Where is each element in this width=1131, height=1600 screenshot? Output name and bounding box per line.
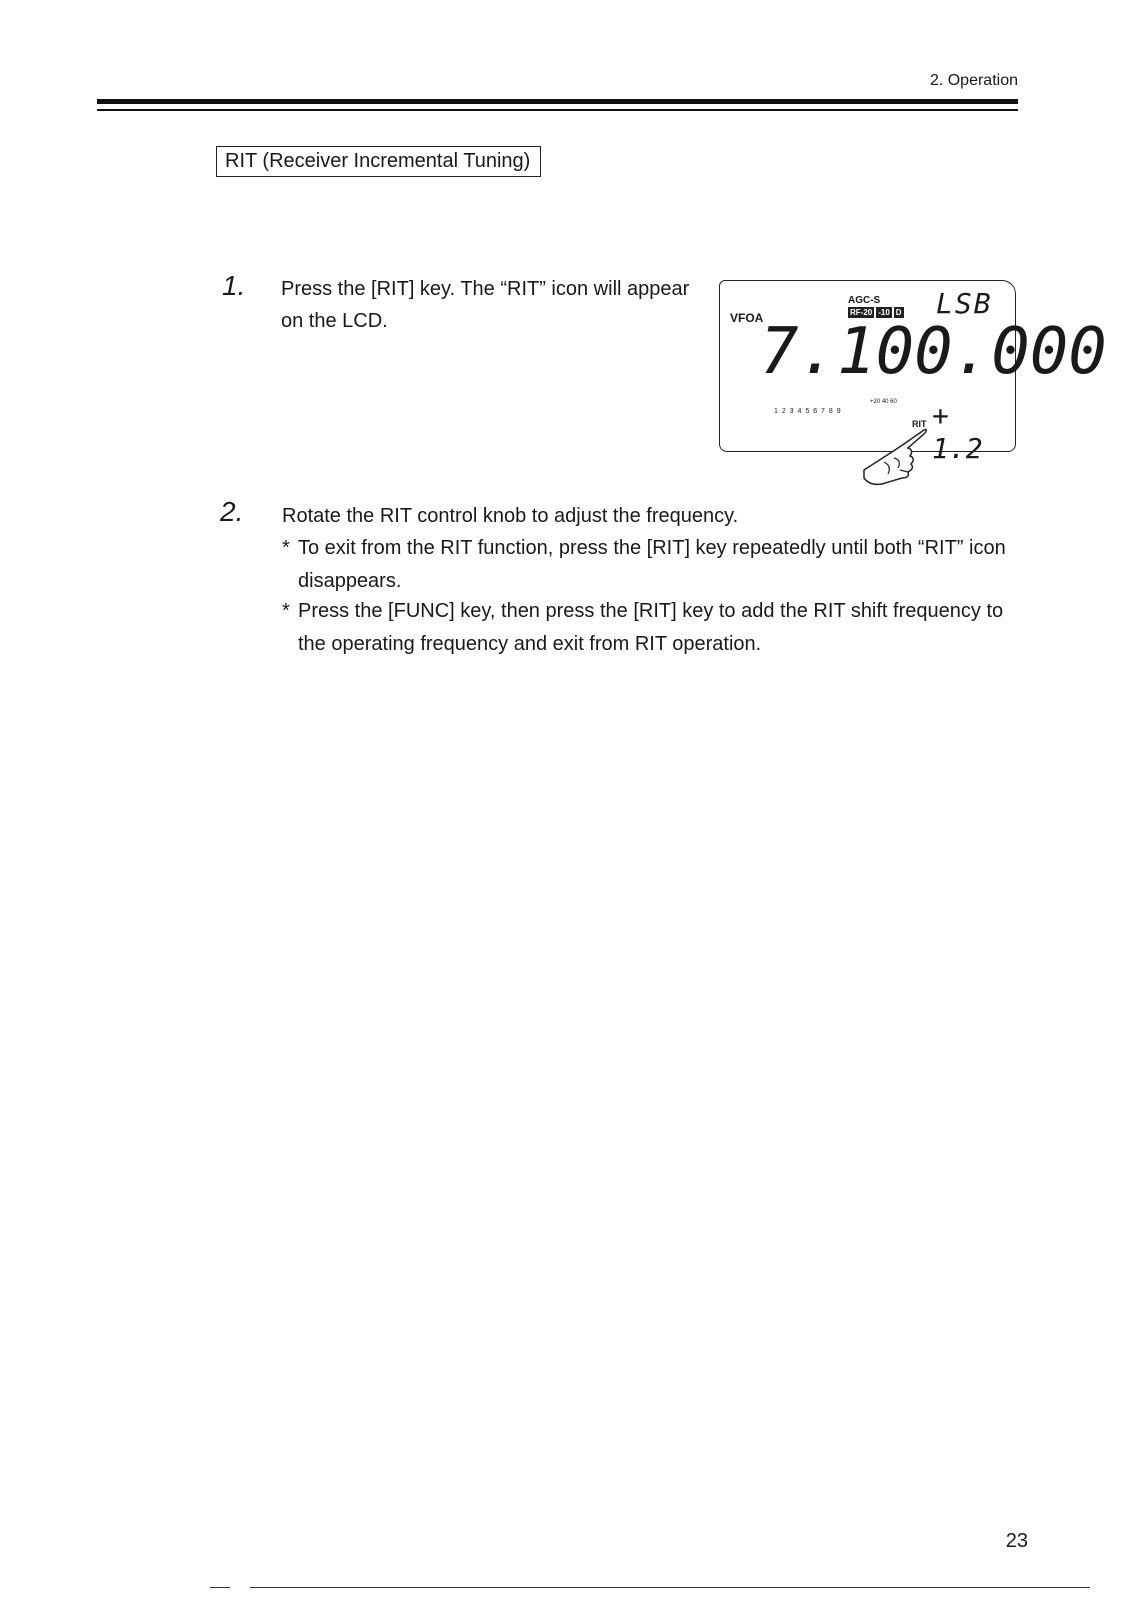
step-2-number: 2. xyxy=(220,496,244,527)
note-2-marker: * xyxy=(282,600,290,622)
lcd-frequency: 7.100.000 xyxy=(760,315,1107,389)
note-2-text: Press the [FUNC] key, then press the [RIT] key to add the RIT shift frequency to the operating frequency and exit from RIT operation. xyxy=(298,600,1004,655)
lcd-badge-att: -10 xyxy=(878,308,890,317)
lcd-badge-d: D xyxy=(895,308,902,317)
lcd-vfo-label: VFOA xyxy=(730,311,764,325)
lcd-meter-scale: 1 2 3 4 5 6 7 8 9 xyxy=(774,408,842,415)
lcd-agc-label: AGC-S xyxy=(848,295,881,306)
page-number: 23 xyxy=(1005,1530,1028,1552)
header-rule-thin xyxy=(97,109,1018,111)
section-title: RIT (Receiver Incremental Tuning) xyxy=(216,146,541,177)
step-2-text: Rotate the RIT control knob to adjust the frequency. xyxy=(282,505,739,527)
lcd-badge-rf: RF-20 xyxy=(850,308,873,317)
note-1 xyxy=(282,532,1023,598)
step-1-text: Press the [RIT] key. The “RIT” icon will appear on the LCD. xyxy=(281,278,690,332)
header-rule-thick xyxy=(97,99,1018,104)
step-1-number: 1. xyxy=(222,270,246,301)
lcd-meter-plus: +20 40 60 xyxy=(870,399,897,405)
lcd-rit-offset: + 1.2 xyxy=(932,399,983,465)
lcd-rit-label: RIT xyxy=(912,419,927,429)
header-section-label: 2. Operation xyxy=(929,72,1018,89)
footer-rule-left xyxy=(210,1587,230,1588)
note-2 xyxy=(282,595,1023,661)
lcd-mode: LSB xyxy=(936,287,993,320)
note-1-text: To exit from the RIT function, press the [RIT] key repeatedly until both “RIT” icon disappears. xyxy=(298,537,1006,592)
footer-rule-main xyxy=(250,1587,1090,1588)
pointing-hand-icon xyxy=(858,426,928,490)
note-1-marker: * xyxy=(282,537,290,559)
